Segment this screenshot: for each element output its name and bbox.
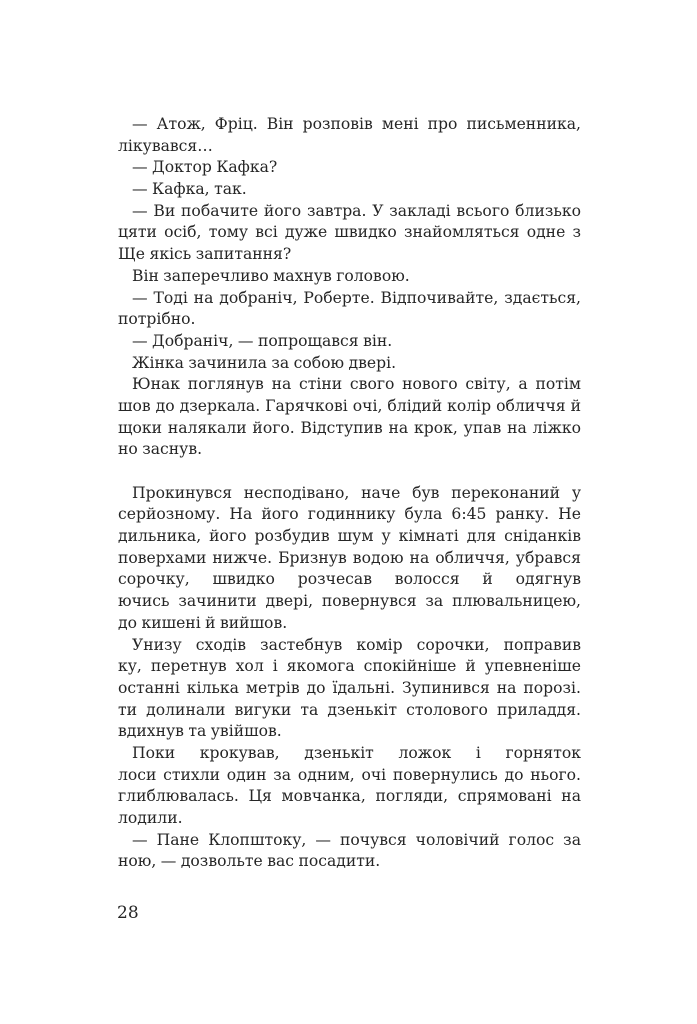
- text-line: Прокинувся несподівано, наче був переконаний у: [132, 483, 581, 502]
- text-line: шов до дзеркала. Гарячкові очі, блідий колір обличчя й: [118, 396, 581, 415]
- text-line: ку, перетнув хол і якомога спокійніше й упевненіше: [118, 657, 581, 676]
- text-line: Поки крокував, дзенькіт ложок і горняток: [132, 743, 581, 762]
- text-line: — Ви побачите його завтра. У закладі всього близько: [132, 201, 581, 220]
- text-line: серйозному. На його годиннику була 6:45 ранку. Не: [118, 505, 581, 524]
- text-line: глиблювалась. Ця мовчанка, погляди, спрямовані на: [118, 787, 581, 806]
- text-line: Жінка зачинила за собою двері.: [132, 353, 397, 372]
- text-line: Унизу сходів застебнув комір сорочки, поправив: [132, 635, 581, 654]
- text-line: — Добраніч, — попрощався він.: [132, 331, 393, 350]
- text-line: — Пане Клопштоку, — почувся чоловічий голос за: [132, 830, 581, 849]
- text-line: но заснув.: [118, 440, 203, 459]
- text-line: щоки налякали його. Відступив на крок, упав на ліжко: [118, 418, 581, 437]
- text-line: останні кілька метрів до їдальні. Зупинився на порозі.: [118, 678, 581, 697]
- text-line: — Кафка, так.: [132, 180, 247, 199]
- text-line: до кишені й вийшов.: [118, 613, 288, 632]
- text-line: — Доктор Кафка?: [132, 158, 278, 177]
- text-line: потрібно.: [118, 310, 196, 329]
- text-line: ти долинали вигуки та дзенькіт столового приладдя.: [118, 700, 581, 719]
- text-line: Ще якісь запитання?: [118, 245, 292, 264]
- text-line: цяти осіб, тому всі дуже швидко знайомляться одне з: [118, 223, 581, 242]
- body-text: [118, 114, 581, 873]
- text-line: — Тоді на добраніч, Роберте. Відпочивайте, здається,: [132, 288, 581, 307]
- text-line: Він заперечливо махнув головою.: [132, 266, 410, 285]
- text-line: ною, — дозвольте вас посадити.: [118, 852, 381, 871]
- text-line: лікувався…: [118, 136, 213, 155]
- text-line: дильника, його розбудив шум у кімнаті для сніданків: [118, 527, 581, 546]
- text-line: поверхами нижче. Бризнув водою на обличчя, убрався: [118, 548, 581, 567]
- page-number: 28: [117, 903, 139, 923]
- text-line: ючись зачинити двері, повернувся за плювальницею,: [118, 592, 581, 611]
- text-line: — Атож, Фріц. Він розповів мені про письменника,: [132, 115, 581, 133]
- text-line: лодили.: [118, 809, 183, 827]
- text-line: сорочку, швидко розчесав волосся й одягнув: [118, 570, 581, 589]
- text-line: Юнак поглянув на стіни свого нового світу, а потім: [132, 375, 581, 394]
- text-line: вдихнув та увійшов.: [118, 722, 282, 741]
- section-break: [118, 461, 581, 483]
- text-line: лоси стихли один за одним, очі повернулись до нього.: [118, 765, 581, 784]
